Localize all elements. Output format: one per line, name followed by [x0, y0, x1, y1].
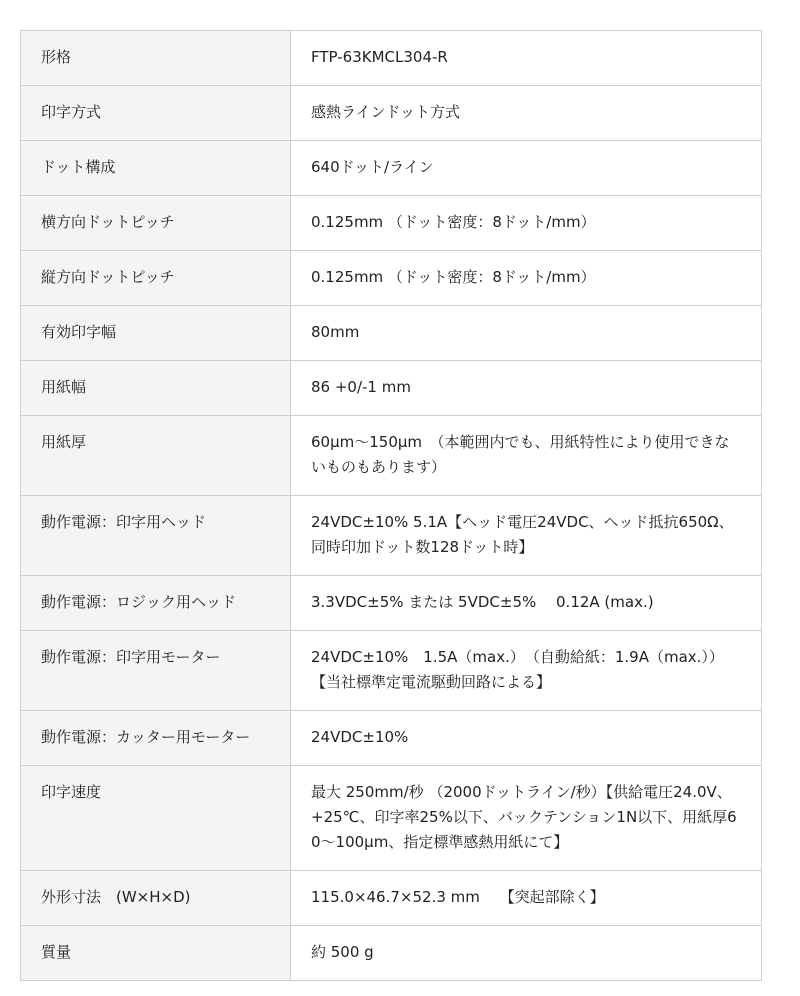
spec-value: 約 500 g	[291, 926, 762, 981]
spec-label: 動作電源：ロジック用ヘッド	[21, 576, 291, 631]
spec-value: 0.125mm （ドット密度：8ドット/mm）	[291, 196, 762, 251]
table-row	[21, 251, 762, 306]
table-row	[21, 306, 762, 361]
spec-value: 0.125mm （ドット密度：8ドット/mm）	[291, 251, 762, 306]
spec-label: 用紙幅	[21, 361, 291, 416]
spec-value: 24VDC±10% 1.5A（max.） （自動給紙：1.9A（max.））【当社標準定電流駆動回路による】	[291, 631, 762, 711]
table-row	[21, 576, 762, 631]
table-row	[21, 361, 762, 416]
spec-label: 印字速度	[21, 766, 291, 871]
table-row	[21, 196, 762, 251]
spec-label: 有効印字幅	[21, 306, 291, 361]
spec-label: 縦方向ドットピッチ	[21, 251, 291, 306]
table-row	[21, 926, 762, 981]
spec-label: ドット構成	[21, 141, 291, 196]
spec-value: 最大 250mm/秒 （2000ドットライン/秒）【供給電圧24.0V、+25℃、印字率25%以下、バックテンション1N以下、用紙厚60〜100μm、指定標準感熱用紙にて】	[291, 766, 762, 871]
table-row	[21, 631, 762, 711]
table-row	[21, 86, 762, 141]
table-row	[21, 766, 762, 871]
spec-value: 感熱ラインドット方式	[291, 86, 762, 141]
spec-value: 80mm	[291, 306, 762, 361]
spec-value: 60μm〜150μm （本範囲内でも、用紙特性により使用できないものもあります）	[291, 416, 762, 496]
spec-value: 24VDC±10% 5.1A【ヘッド電圧24VDC、ヘッド抵抗650Ω、同時印加ドット数128ドット時】	[291, 496, 762, 576]
spec-value: 3.3VDC±5% または 5VDC±5% 0.12A (max.)	[291, 576, 762, 631]
spec-value: FTP-63KMCL304-R	[291, 31, 762, 86]
spec-value: 24VDC±10%	[291, 711, 762, 766]
spec-label: 動作電源：印字用ヘッド	[21, 496, 291, 576]
spec-label: 質量	[21, 926, 291, 981]
spec-label: 形格	[21, 31, 291, 86]
spec-table	[20, 30, 762, 981]
spec-label: 用紙厚	[21, 416, 291, 496]
spec-value: 86 +0/-1 mm	[291, 361, 762, 416]
spec-label: 外形寸法 (W×H×D)	[21, 871, 291, 926]
spec-table-body	[21, 31, 762, 981]
spec-value: 640ドット/ライン	[291, 141, 762, 196]
table-row	[21, 141, 762, 196]
table-row	[21, 496, 762, 576]
spec-label: 横方向ドットピッチ	[21, 196, 291, 251]
spec-label: 動作電源：カッター用モーター	[21, 711, 291, 766]
table-row	[21, 416, 762, 496]
table-row	[21, 31, 762, 86]
spec-label: 印字方式	[21, 86, 291, 141]
table-row	[21, 871, 762, 926]
spec-label: 動作電源：印字用モーター	[21, 631, 291, 711]
table-row	[21, 711, 762, 766]
spec-value: 115.0×46.7×52.3 mm 【突起部除く】	[291, 871, 762, 926]
